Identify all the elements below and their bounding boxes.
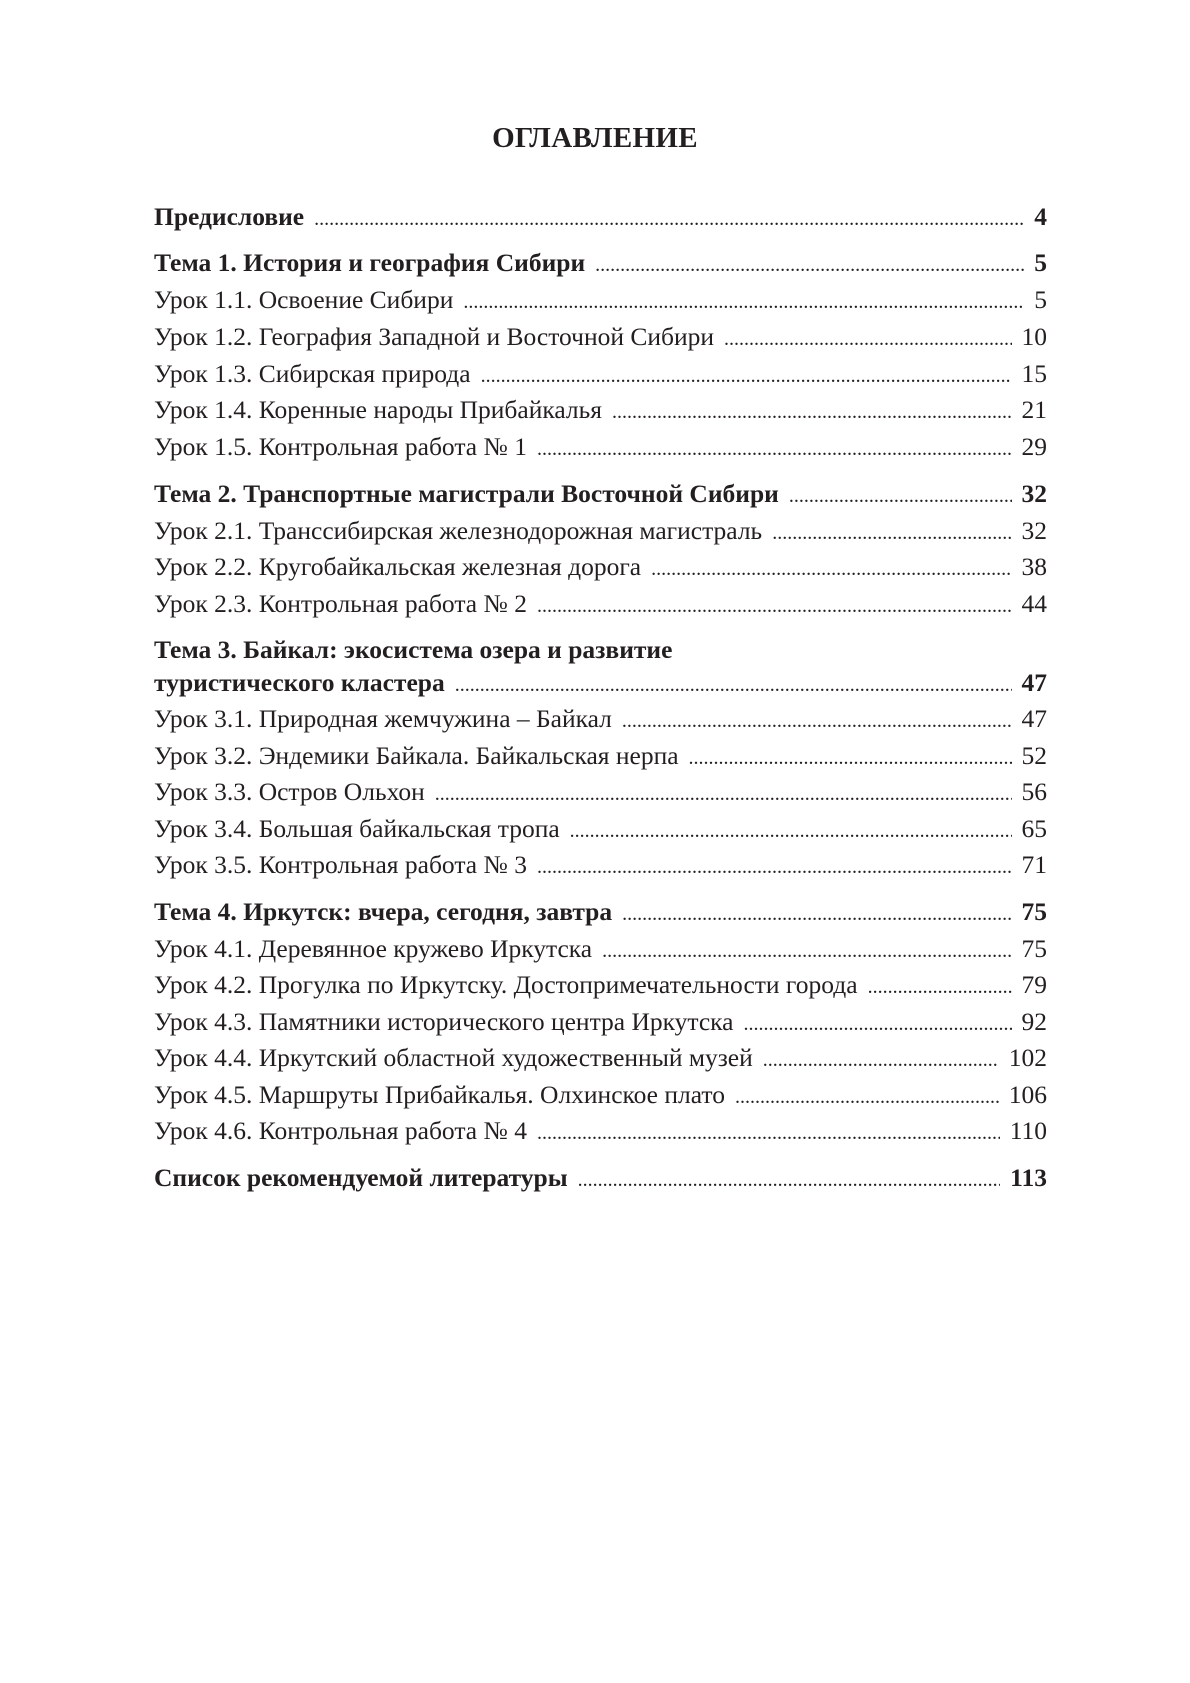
toc-lesson-3-5 [154,848,1047,882]
toc-entry-label: Тема 2. Транспортные магистрали Восточной Сибири [154,479,779,508]
dot-leader [744,1007,1012,1041]
dot-leader [789,479,1012,513]
toc-topic-3-line-1: Тема 3. Байкал: экосистема озера и развитие [154,635,673,664]
toc-entry-label: Урок 3.1. Природная жемчужина – Байкал [154,704,612,733]
toc-entry-page: 110 [1009,1116,1047,1145]
toc-entry-page: 75 [1021,897,1047,926]
toc-entry-page: 5 [1034,248,1047,277]
dot-leader [689,741,1012,775]
toc-entry-page: 47 [1021,704,1047,733]
dot-leader [772,516,1011,550]
dot-leader [481,359,1012,393]
toc-entry-page: 56 [1021,777,1047,806]
dot-leader [651,552,1011,586]
dot-leader [435,777,1012,811]
toc-entry-page: 38 [1021,552,1047,581]
dot-leader [735,1080,999,1114]
toc-entry-preface [154,200,1047,234]
toc-entry-bibliography [154,1161,1047,1195]
toc-lesson-3-2 [154,739,1047,773]
toc-topic-4 [154,895,1047,929]
toc-lesson-4-4 [154,1041,1047,1075]
toc-lesson-4-6 [154,1114,1047,1148]
table-of-contents [154,0,1047,1683]
toc-entry-label: Урок 1.2. География Западной и Восточной Сибири [154,322,715,351]
dot-leader [537,589,1012,623]
dot-leader [537,432,1012,466]
toc-topic-1 [154,246,1047,280]
toc-entry-label: Урок 2.3. Контрольная работа № 2 [154,589,527,618]
toc-entry-label: Урок 3.3. Остров Ольхон [154,777,425,806]
toc-entry-label: Урок 2.1. Транссибирская железнодорожная магистраль [154,516,763,545]
toc-entry-label: Урок 4.3. Памятники исторического центра Иркутска [154,1007,734,1036]
dot-leader [868,970,1012,1004]
dot-leader [570,814,1012,848]
toc-entry-page: 32 [1021,516,1047,545]
toc-lesson-4-2 [154,968,1047,1002]
toc-lesson-3-1 [154,702,1047,736]
toc-entry-page: 32 [1021,479,1047,508]
toc-entry-label: Список рекомендуемой литературы [154,1163,568,1192]
toc-entry-label: Урок 4.2. Прогулка по Иркутску. Достопримечательности города [154,970,858,999]
toc-lesson-4-5 [154,1078,1047,1112]
toc-entry-label: Урок 1.4. Коренные народы Прибайкалья [154,395,602,424]
toc-entry-page: 71 [1021,850,1047,879]
toc-entry-page: 113 [1010,1163,1047,1192]
toc-lesson-1-5 [154,430,1047,464]
toc-topic-2 [154,477,1047,511]
dot-leader [602,934,1011,968]
toc-entry-label: Урок 1.5. Контрольная работа № 1 [154,432,527,461]
dot-leader [537,1116,1000,1150]
toc-entry-page: 102 [1008,1043,1047,1072]
toc-entry-page: 75 [1021,934,1047,963]
dot-leader [463,285,1024,319]
toc-entry-page: 5 [1034,285,1047,314]
toc-lesson-2-3 [154,587,1047,621]
page-title: ОГЛАВЛЕНИЕ [492,122,698,154]
toc-entry-label: Урок 2.2. Кругобайкальская железная дорога [154,552,642,581]
toc-entry-label: туристического кластера [154,668,445,697]
toc-entry-label: Урок 4.5. Маршруты Прибайкалья. Олхинское плато [154,1080,725,1109]
toc-entry-label: Предисловие [154,202,305,231]
toc-lesson-4-3 [154,1005,1047,1039]
toc-topic-3 [154,666,1047,700]
toc-entry-label: Урок 3.2. Эндемики Байкала. Байкальская нерпа [154,741,679,770]
dot-leader [314,202,1024,236]
toc-lesson-1-3 [154,357,1047,391]
toc-entry-page: 52 [1021,741,1047,770]
toc-entry-page: 92 [1021,1007,1047,1036]
toc-entry-page: 65 [1021,814,1047,843]
toc-entry-page: 79 [1021,970,1047,999]
dot-leader [578,1163,1001,1197]
toc-entry-page: 106 [1008,1080,1047,1109]
toc-entry-page: 44 [1021,589,1047,618]
toc-lesson-1-2 [154,320,1047,354]
dot-leader [595,248,1024,282]
dot-leader [537,850,1012,884]
toc-entry-label: Урок 3.4. Большая байкальская тропа [154,814,560,843]
toc-entry-label: Тема 4. Иркутск: вчера, сегодня, завтра [154,897,613,926]
toc-entry-label: Урок 1.1. Освоение Сибири [154,285,454,314]
dot-leader [724,322,1011,356]
toc-lesson-1-4 [154,393,1047,427]
toc-entry-label: Урок 3.5. Контрольная работа № 3 [154,850,527,879]
toc-lesson-1-1 [154,283,1047,317]
toc-lesson-4-1 [154,932,1047,966]
dot-leader [612,395,1012,429]
toc-lesson-3-3 [154,775,1047,809]
toc-entry-page: 21 [1021,395,1047,424]
toc-entry-page: 10 [1021,322,1047,351]
dot-leader [622,897,1011,931]
toc-entry-label: Урок 4.6. Контрольная работа № 4 [154,1116,527,1145]
toc-lesson-2-1 [154,514,1047,548]
toc-entry-page: 4 [1034,202,1047,231]
toc-entry-page: 29 [1021,432,1047,461]
toc-entry-label: Тема 1. История и география Сибири [154,248,586,277]
toc-entry-label: Урок 4.4. Иркутский областной художественный музей [154,1043,753,1072]
toc-lesson-2-2 [154,550,1047,584]
dot-leader [455,668,1012,702]
toc-entry-page: 47 [1021,668,1047,697]
dot-leader [622,704,1012,738]
toc-entry-page: 15 [1021,359,1047,388]
toc-entry-label: Урок 1.3. Сибирская природа [154,359,471,388]
toc-lesson-3-4 [154,812,1047,846]
toc-entry-label: Урок 4.1. Деревянное кружево Иркутска [154,934,593,963]
dot-leader [763,1043,999,1077]
